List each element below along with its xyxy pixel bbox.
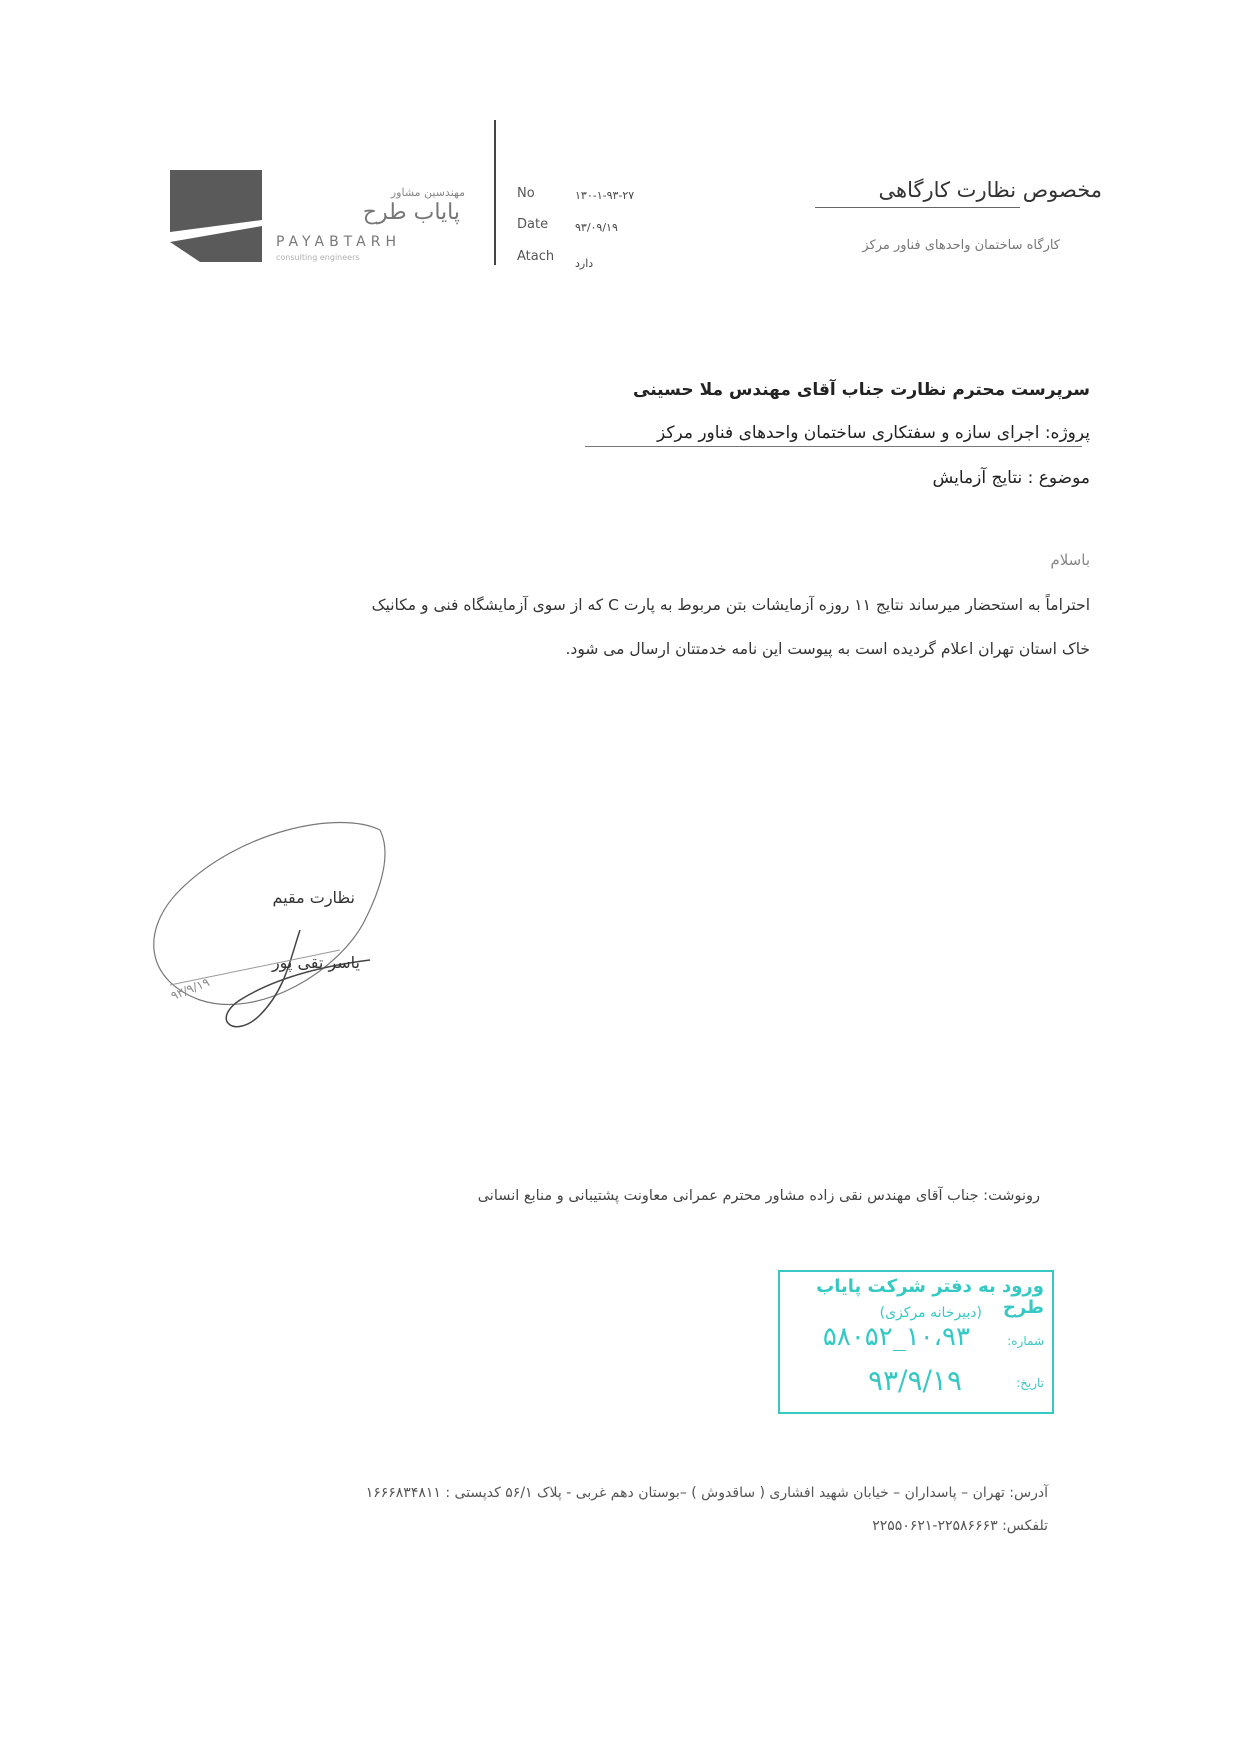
- signature-scribble: [140, 810, 400, 1040]
- greeting: باسلام: [1050, 551, 1090, 569]
- footer-fax: تلفکس: ۲۲۵۸۶۶۶۳-۲۲۵۵۰۶۲۱: [872, 1518, 1048, 1534]
- signature-date: ۹۳/۹/۱۹: [168, 974, 212, 1004]
- number-value: ۱۳۰-۱-۹۳-۲۷: [575, 189, 635, 202]
- attachment-label: Atach: [517, 249, 555, 264]
- stamp-subheading: (دبیرخانه مرکزی): [879, 1305, 982, 1321]
- project-line: پروژه: اجرای سازه و سفتکاری ساختمان واحدهای فناور مرکز: [656, 423, 1090, 443]
- stamp-date-label: تاریخ:: [1016, 1376, 1044, 1390]
- body-line-2: خاک استان تهران اعلام گردیده است به پیوست این نامه خدمتتان ارسال می شود.: [565, 640, 1090, 658]
- subject-line: موضوع : نتایج آزمایش: [932, 468, 1090, 488]
- company-subtitle: مهندسین مشاور: [390, 186, 465, 199]
- receipt-stamp: [778, 1270, 1054, 1414]
- stamp-number-label: شماره:: [1007, 1334, 1044, 1348]
- stamp-heading: ورود به دفتر شرکت پایاب طرح: [816, 1276, 1044, 1318]
- title-underline: [815, 207, 1020, 208]
- site-name: کارگاه ساختمان واحدهای فناور مرکز: [862, 238, 1060, 253]
- recipient-line: سرپرست محترم نظارت جناب آقای مهندس ملا حسینی: [633, 380, 1090, 400]
- footer-address: آدرس: تهران – پاسداران – خیابان شهید افشاری ( ساقدوش ) –بوستان دهم غربی - پلاک ۵۶/۱ کدپستی : ۱۶۶۶۸۳۴۸۱۱: [365, 1485, 1048, 1501]
- date-value: ۹۳/۰۹/۱۹: [575, 221, 618, 234]
- company-tagline: consulting engineers: [276, 253, 360, 262]
- body-line-1: احتراماً به استحضار میرساند نتایج ۱۱ روزه آزمایشات بتن مربوط به پارت C که از سوی آزمایشگاه فنی و مکانیک: [371, 596, 1090, 614]
- company-name-fa: پایاب طرح: [362, 200, 460, 225]
- cc-line: رونوشت: جناب آقای مهندس نقی زاده مشاور محترم عمرانی معاونت پشتیبانی و منابع انسانی: [477, 1188, 1040, 1204]
- company-name-en: PAYABTARH: [276, 234, 401, 250]
- stamp-date-value: ۹۳/۹/۱۹: [867, 1364, 962, 1397]
- header-divider: [494, 120, 496, 265]
- company-logo: [170, 170, 262, 262]
- attachment-value: دارد: [575, 257, 594, 270]
- signature-name: یاسر تقی پور: [271, 953, 360, 972]
- project-underline: [585, 446, 1082, 447]
- stamp-number-value: ۱۰،۹۳_۵۸۰۵۲: [822, 1322, 970, 1352]
- special-title: مخصوص نظارت کارگاهی: [878, 178, 1102, 202]
- signature-title: نظارت مقیم: [272, 888, 355, 907]
- number-label: No: [517, 186, 535, 201]
- date-label: Date: [517, 217, 549, 232]
